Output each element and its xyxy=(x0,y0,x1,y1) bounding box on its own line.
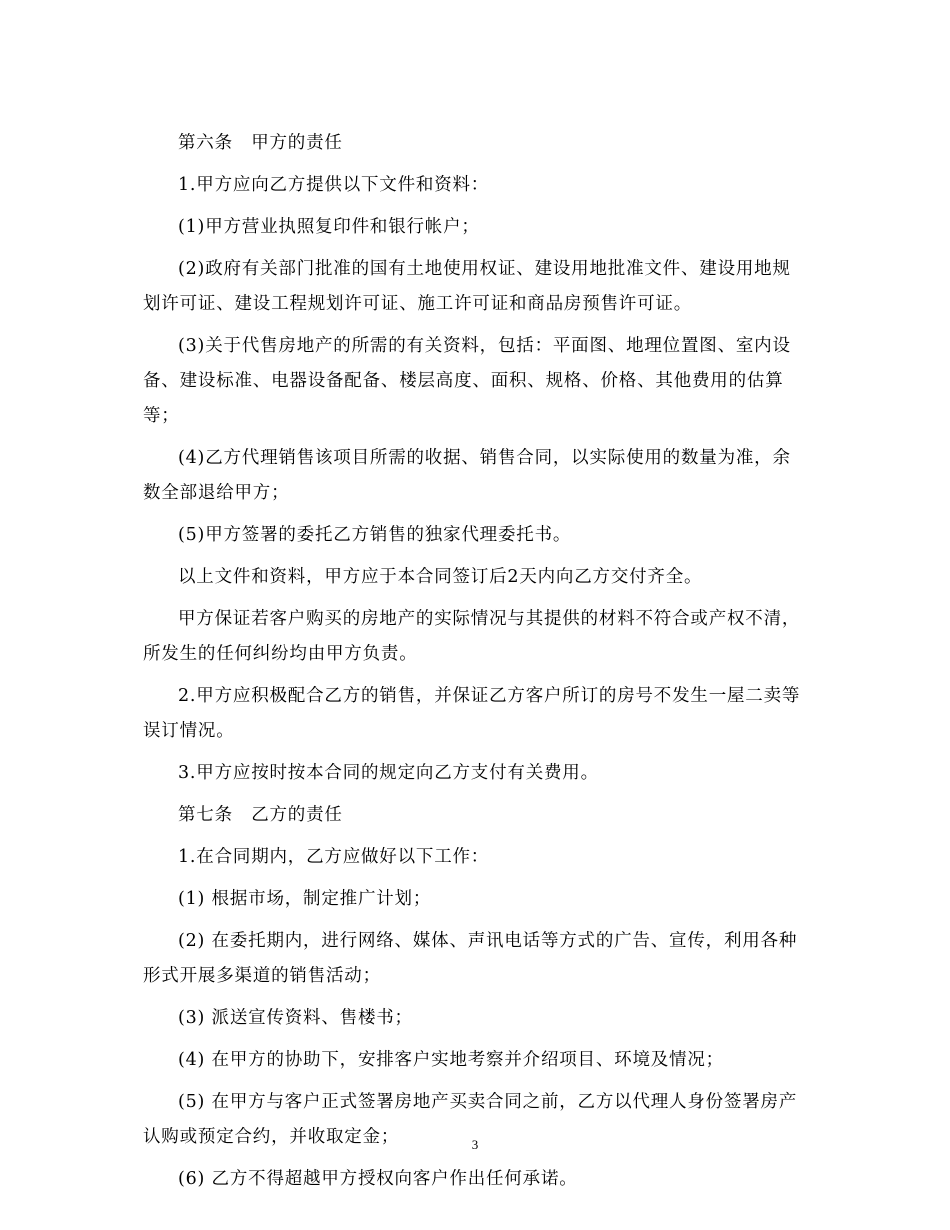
paragraph: 1.在合同期内，乙方应做好以下工作： xyxy=(178,847,490,867)
paragraph: (3)关于代售房地产的所需的有关资料，包括：平面图、地理位置图、室内设备、建设标准、电器设备配备、楼层高度、面积、规格、价格、其他费用的估算等； xyxy=(143,336,791,426)
article-7-heading: 第七条 乙方的责任 xyxy=(178,805,343,825)
page-number: 3 xyxy=(471,1137,479,1152)
paragraph: (4)乙方代理销售该项目所需的收据、销售合同，以实际使用的数量为准，余数全部退给甲方； xyxy=(143,448,791,503)
paragraph: (5) 在甲方与客户正式签署房地产买卖合同之前，乙方以代理人身份签署房产认购或预定合约，并收取定金； xyxy=(143,1092,798,1147)
paragraph: 3.甲方应按时按本合同的规定向乙方支付有关费用。 xyxy=(178,763,599,783)
paragraph: (3) 派送宣传资料、售楼书； xyxy=(178,1008,413,1028)
paragraph: (5)甲方签署的委托乙方销售的独家代理委托书。 xyxy=(178,525,572,545)
document-body xyxy=(143,126,807,1204)
paragraph: (4) 在甲方的协助下，安排客户实地考察并介绍项目、环境及情况； xyxy=(178,1050,724,1070)
paragraph: (1)甲方营业执照复印件和银行帐户； xyxy=(178,217,480,237)
paragraph: (2)政府有关部门批准的国有土地使用权证、建设用地批准文件、建设用地规划许可证、建设工程规划许可证、施工许可证和商品房预售许可证。 xyxy=(143,259,791,314)
paragraph: 1.甲方应向乙方提供以下文件和资料： xyxy=(178,175,490,195)
paragraph: (6) 乙方不得超越甲方授权向客户作出任何承诺。 xyxy=(178,1169,578,1189)
paragraph: 以上文件和资料，甲方应于本合同签订后2天内向乙方交付齐全。 xyxy=(178,567,703,587)
paragraph: 甲方保证若客户购买的房地产的实际情况与其提供的材料不符合或产权不清，所发生的任何纠纷均由甲方负责。 xyxy=(143,609,801,664)
article-6-heading: 第六条 甲方的责任 xyxy=(178,133,343,153)
paragraph: (2) 在委托期内，进行网络、媒体、声讯电话等方式的广告、宣传，利用各种形式开展多渠道的销售活动； xyxy=(143,931,798,986)
paragraph: 2.甲方应积极配合乙方的销售，并保证乙方客户所订的房号不发生一屋二卖等误订情况。 xyxy=(143,686,801,741)
paragraph: (1) 根据市场，制定推广计划； xyxy=(178,889,432,909)
